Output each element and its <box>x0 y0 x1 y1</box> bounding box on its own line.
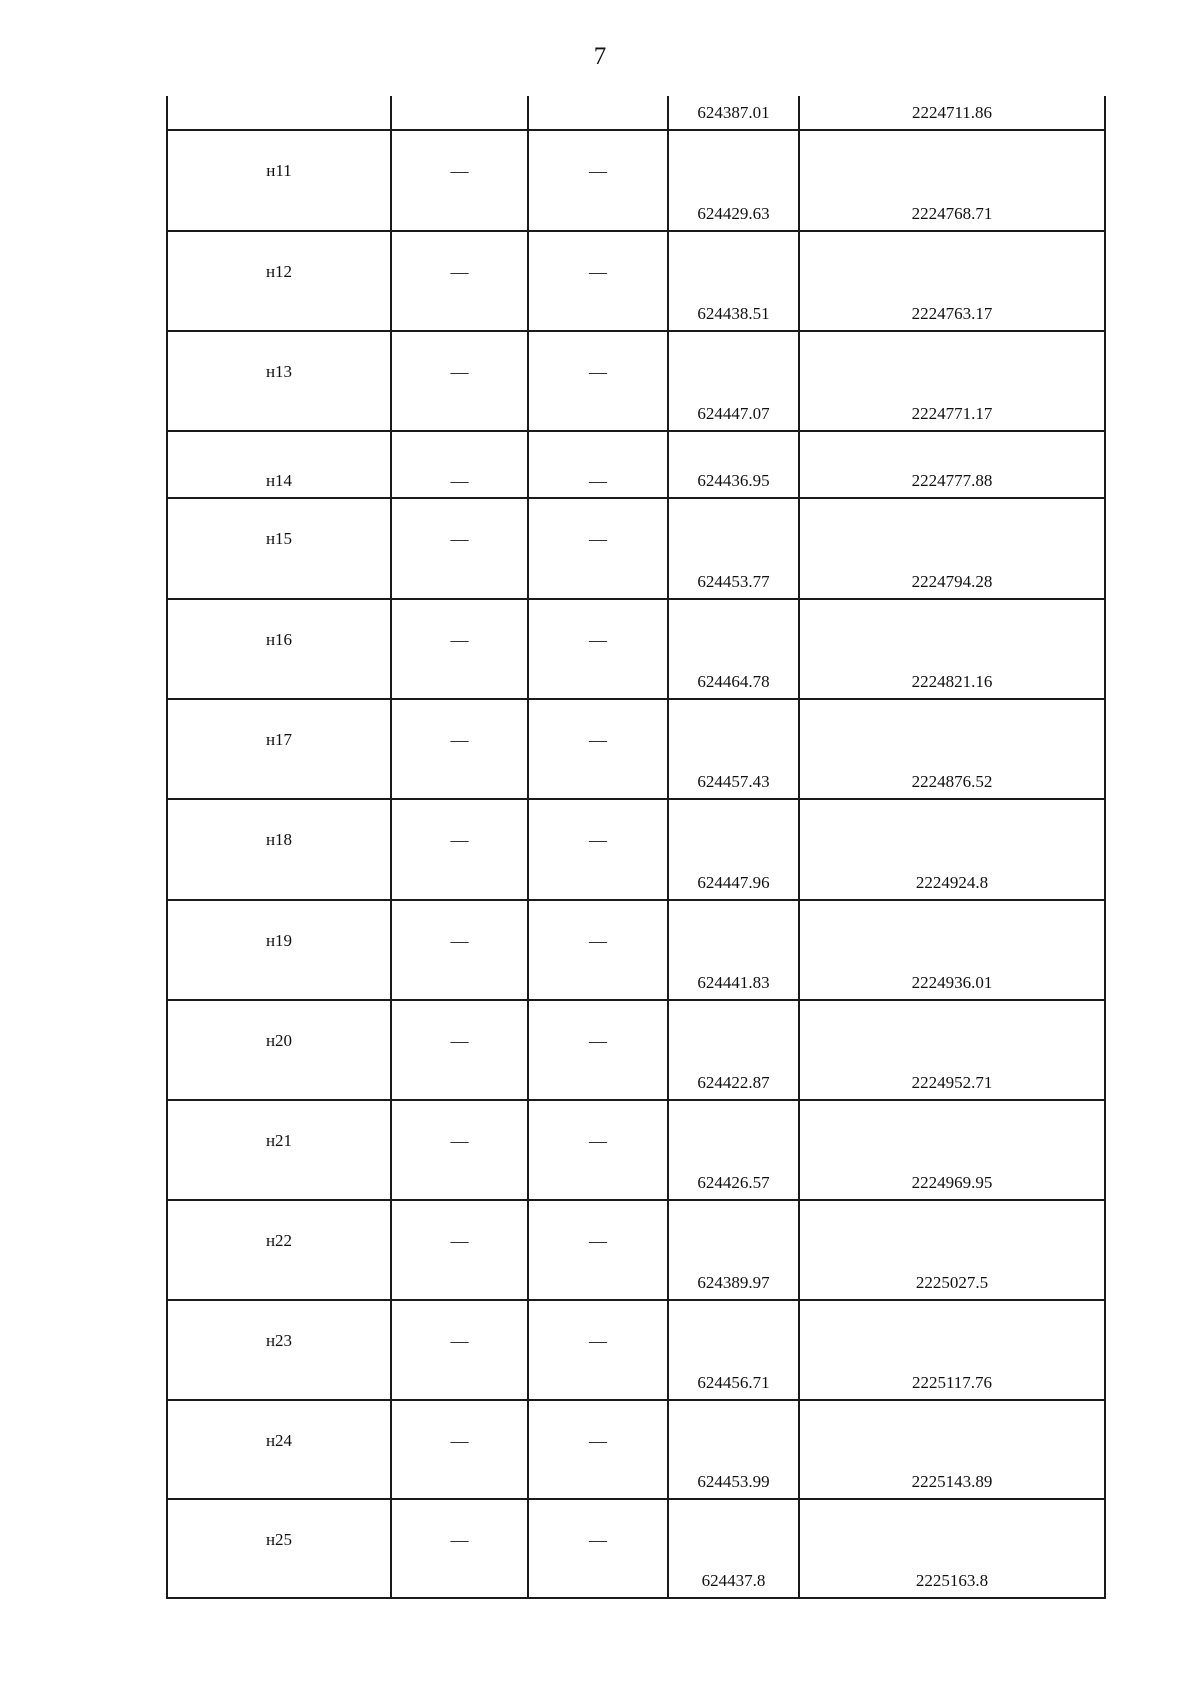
table-row <box>167 699 1105 799</box>
y-coordinate-cell: 2224711.86 <box>799 96 1105 130</box>
table-row <box>167 900 1105 1000</box>
table-row <box>167 1200 1105 1300</box>
value-cell: — <box>391 331 528 431</box>
point-cell: н19 <box>167 900 391 1000</box>
x-coordinate-cell: 624437.8 <box>668 1499 799 1598</box>
table-row <box>167 231 1105 331</box>
value-cell: — <box>528 699 668 799</box>
value-cell: — <box>528 599 668 699</box>
value-cell: — <box>391 1499 528 1598</box>
x-coordinate-cell: 624464.78 <box>668 599 799 699</box>
y-coordinate-cell: 2224936.01 <box>799 900 1105 1000</box>
x-coordinate-cell: 624436.95 <box>668 431 799 498</box>
point-cell: н21 <box>167 1100 391 1200</box>
value-cell: — <box>391 699 528 799</box>
table-row <box>167 1499 1105 1598</box>
x-coordinate-cell: 624441.83 <box>668 900 799 1000</box>
value-cell: — <box>391 130 528 231</box>
value-cell: — <box>528 1400 668 1499</box>
y-coordinate-cell: 2224771.17 <box>799 331 1105 431</box>
point-cell: н25 <box>167 1499 391 1598</box>
value-cell: — <box>528 1200 668 1300</box>
table-row <box>167 1100 1105 1200</box>
value-cell: — <box>528 900 668 1000</box>
table-row <box>167 130 1105 231</box>
x-coordinate-cell: 624387.01 <box>668 96 799 130</box>
y-coordinate-cell: 2224821.16 <box>799 599 1105 699</box>
value-cell: — <box>391 1400 528 1499</box>
y-coordinate-cell: 2224763.17 <box>799 231 1105 331</box>
value-cell: — <box>528 1499 668 1598</box>
x-coordinate-cell: 624422.87 <box>668 1000 799 1100</box>
point-cell: н16 <box>167 599 391 699</box>
x-coordinate-cell: 624453.77 <box>668 498 799 599</box>
y-coordinate-cell: 2224768.71 <box>799 130 1105 231</box>
point-cell: н20 <box>167 1000 391 1100</box>
coordinates-table <box>166 96 1106 1599</box>
value-cell: — <box>528 1000 668 1100</box>
value-cell <box>528 96 668 130</box>
point-cell: н24 <box>167 1400 391 1499</box>
y-coordinate-cell: 2224952.71 <box>799 1000 1105 1100</box>
x-coordinate-cell: 624447.96 <box>668 799 799 900</box>
y-coordinate-cell: 2225027.5 <box>799 1200 1105 1300</box>
value-cell: — <box>528 1100 668 1200</box>
point-cell: н23 <box>167 1300 391 1400</box>
value-cell: — <box>528 130 668 231</box>
page-number: 7 <box>593 43 607 70</box>
value-cell: — <box>528 799 668 900</box>
y-coordinate-cell: 2224969.95 <box>799 1100 1105 1200</box>
x-coordinate-cell: 624389.97 <box>668 1200 799 1300</box>
value-cell <box>391 96 528 130</box>
value-cell: — <box>391 900 528 1000</box>
value-cell: — <box>528 498 668 599</box>
value-cell: — <box>391 799 528 900</box>
point-cell: н11 <box>167 130 391 231</box>
x-coordinate-cell: 624457.43 <box>668 699 799 799</box>
y-coordinate-cell: 2224777.88 <box>799 431 1105 498</box>
x-coordinate-cell: 624447.07 <box>668 331 799 431</box>
x-coordinate-cell: 624429.63 <box>668 130 799 231</box>
table-row <box>167 331 1105 431</box>
table-row <box>167 1400 1105 1499</box>
value-cell: — <box>528 231 668 331</box>
table-row <box>167 1000 1105 1100</box>
table-row <box>167 431 1105 498</box>
point-cell <box>167 96 391 130</box>
point-cell: н15 <box>167 498 391 599</box>
table-row <box>167 1300 1105 1400</box>
table-row <box>167 799 1105 900</box>
value-cell: — <box>391 231 528 331</box>
y-coordinate-cell: 2224794.28 <box>799 498 1105 599</box>
x-coordinate-cell: 624456.71 <box>668 1300 799 1400</box>
point-cell: н12 <box>167 231 391 331</box>
value-cell: — <box>391 1300 528 1400</box>
x-coordinate-cell: 624426.57 <box>668 1100 799 1200</box>
point-cell: н14 <box>167 431 391 498</box>
table-row <box>167 498 1105 599</box>
value-cell: — <box>391 599 528 699</box>
point-cell: н22 <box>167 1200 391 1300</box>
value-cell: — <box>528 431 668 498</box>
value-cell: — <box>391 1200 528 1300</box>
point-cell: н18 <box>167 799 391 900</box>
value-cell: — <box>391 431 528 498</box>
table-row <box>167 599 1105 699</box>
x-coordinate-cell: 624453.99 <box>668 1400 799 1499</box>
value-cell: — <box>528 331 668 431</box>
value-cell: — <box>391 498 528 599</box>
y-coordinate-cell: 2224924.8 <box>799 799 1105 900</box>
point-cell: н17 <box>167 699 391 799</box>
point-cell: н13 <box>167 331 391 431</box>
table-row <box>167 96 1105 130</box>
y-coordinate-cell: 2225143.89 <box>799 1400 1105 1499</box>
y-coordinate-cell: 2225163.8 <box>799 1499 1105 1598</box>
value-cell: — <box>528 1300 668 1400</box>
value-cell: — <box>391 1000 528 1100</box>
y-coordinate-cell: 2224876.52 <box>799 699 1105 799</box>
x-coordinate-cell: 624438.51 <box>668 231 799 331</box>
y-coordinate-cell: 2225117.76 <box>799 1300 1105 1400</box>
value-cell: — <box>391 1100 528 1200</box>
